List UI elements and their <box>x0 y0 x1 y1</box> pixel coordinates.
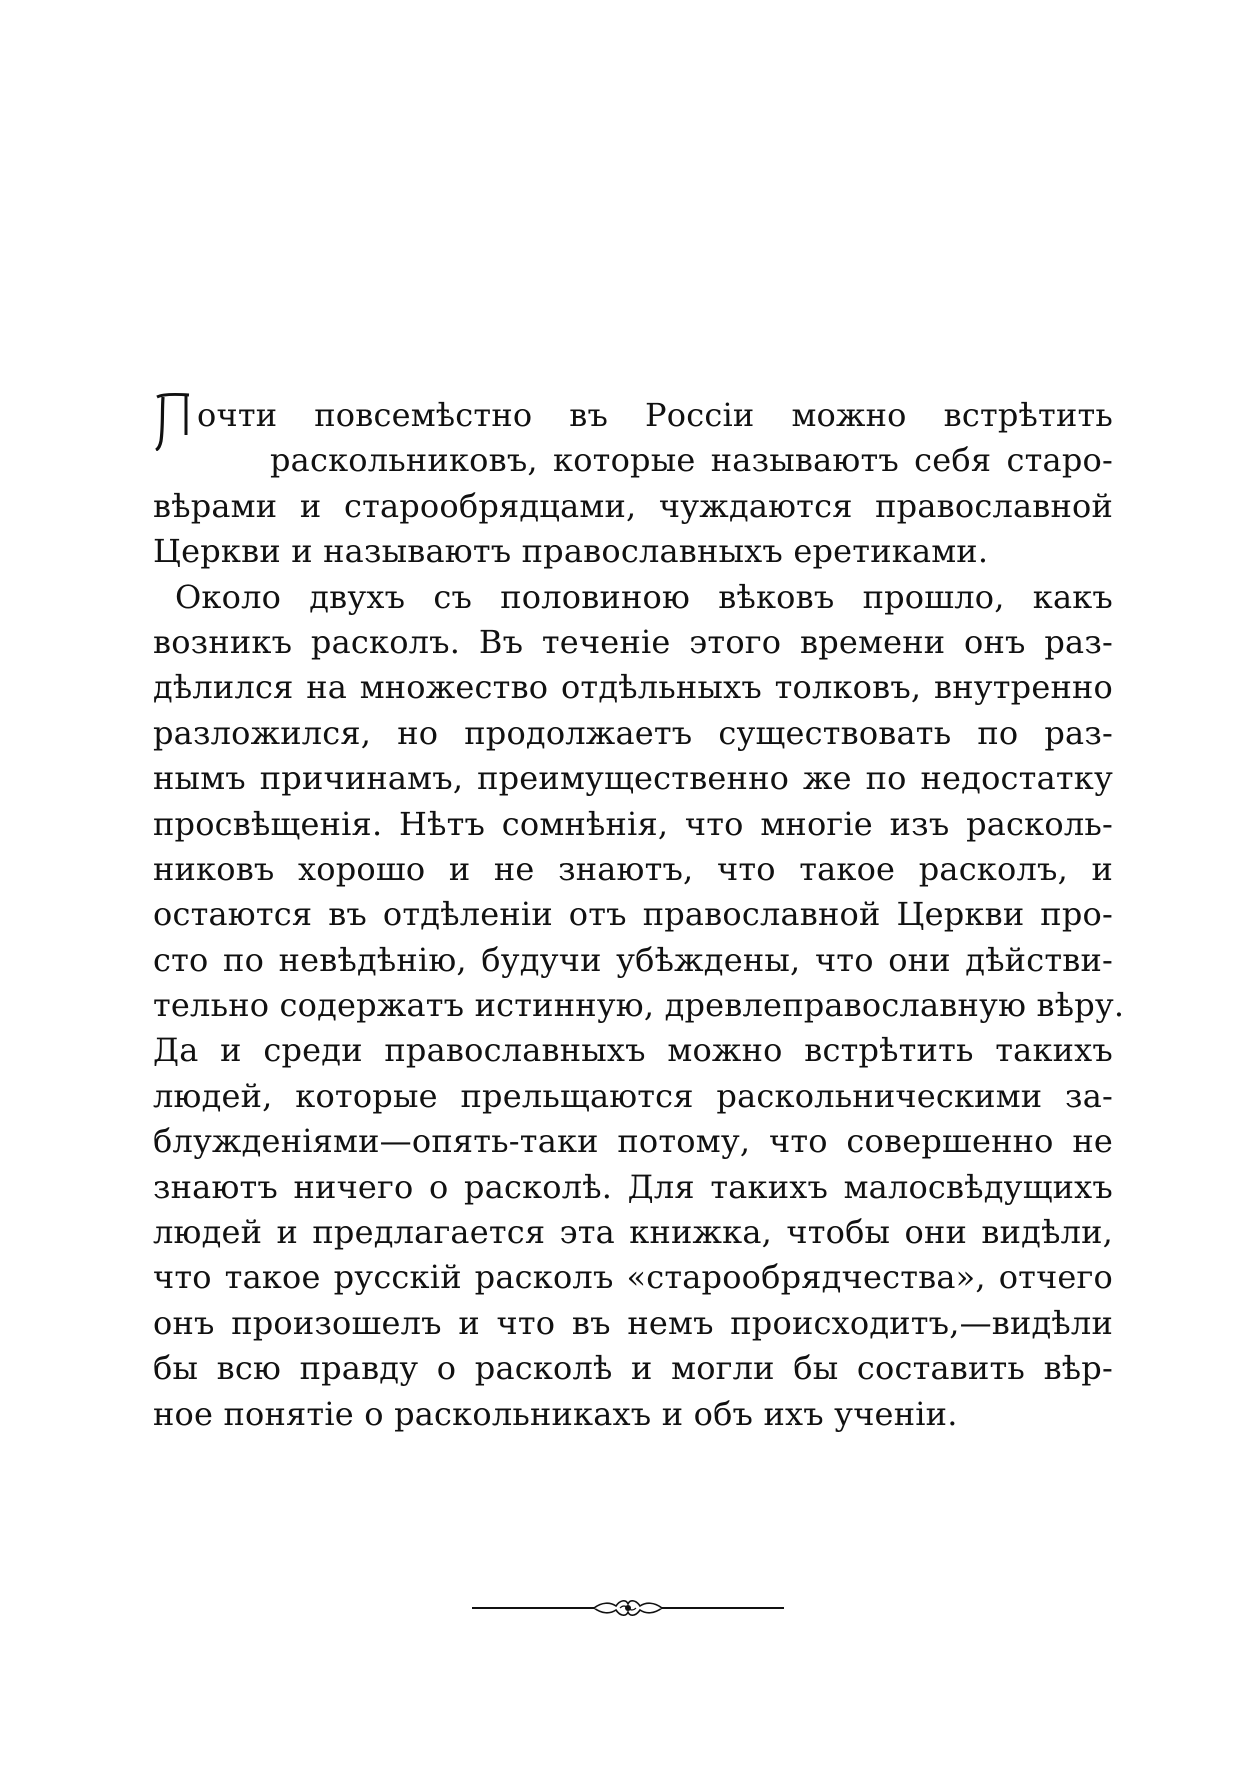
text-line-21: онъ произошелъ и что въ немъ происходитъ,—видѣли <box>153 1303 1113 1342</box>
text-line-20: что такое русскій расколъ «старообрядчества», отчего <box>153 1258 1113 1297</box>
line-text: очти повсемѣстно въ Россіи можно встрѣтить <box>197 396 1113 434</box>
text-line-16: людей, которые прельщаются раскольническими за- <box>153 1076 1113 1115</box>
text-line-13: сто по невѣдѣнію, будучи убѣждены, что они дѣйстви- <box>153 940 1113 979</box>
text-line-14: тельно содержатъ истинную, древлеправославную вѣру. <box>153 986 1125 1025</box>
text-line-6: возникъ расколъ. Въ теченіе этого времени онъ раз- <box>153 622 1113 661</box>
text-line-3: вѣрами и старообрядцами, чуждаются православной <box>153 486 1113 525</box>
text-line-4: Церкви и называютъ православныхъ еретиками. <box>153 532 989 571</box>
text-line-22: бы всю правду о расколѣ и могли бы составить вѣр- <box>153 1349 1113 1388</box>
text-line-5: Около двухъ съ половиною вѣковъ прошло, какъ <box>175 577 1113 616</box>
text-line-10: просвѣщенія. Нѣтъ сомнѣнія, что многіе изъ расколь- <box>153 804 1113 843</box>
text-line-8: разложился, но продолжаетъ существовать по раз- <box>153 713 1113 752</box>
text-line-9: нымъ причинамъ, преимущественно же по недостатку <box>153 759 1113 798</box>
text-line-11: никовъ хорошо и не знаютъ, что такое расколъ, и <box>153 849 1113 888</box>
text-line-18: знаютъ ничего о расколѣ. Для такихъ малосвѣдущихъ <box>153 1167 1113 1206</box>
text-line-19: людей и предлагается эта книжка, чтобы они видѣли, <box>153 1213 1113 1252</box>
tailpiece-ornament-icon <box>470 1596 786 1620</box>
text-line-12: остаются въ отдѣленіи отъ православной Церкви про- <box>153 895 1113 934</box>
text-line-17: блужденіями—опять-таки потому, что совершенно не <box>153 1122 1113 1161</box>
text-line-15: Да и среди православныхъ можно встрѣтить такихъ <box>153 1031 1113 1070</box>
text-line-23: ное понятіе о раскольникахъ и объ ихъ ученіи. <box>153 1394 958 1433</box>
text-line-7: дѣлился на множество отдѣльныхъ толковъ, внутренно <box>153 668 1113 707</box>
preface-text <box>153 393 1125 1437</box>
text-line-2: раскольниковъ, которые называютъ себя старо- <box>270 441 1113 480</box>
dropcap-letter-pe <box>153 391 193 451</box>
text-line-1 <box>153 393 1113 438</box>
